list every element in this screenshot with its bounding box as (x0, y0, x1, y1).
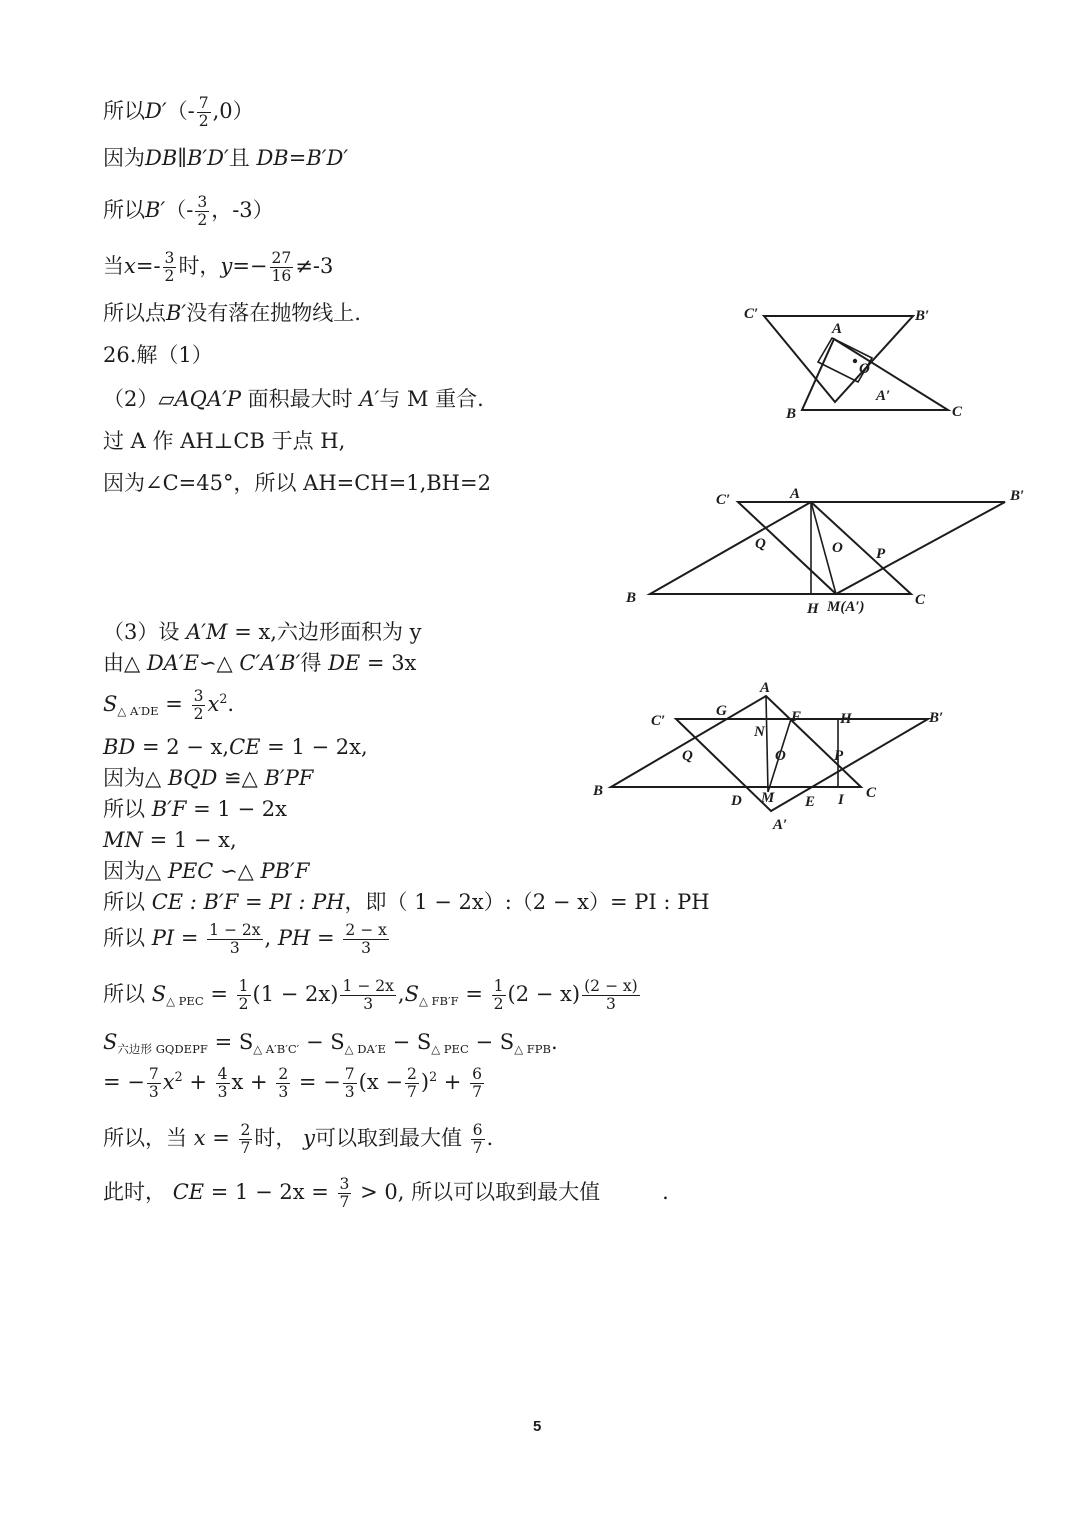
figure-1 (740, 300, 970, 425)
line-expansion: = − $\frac{7}{3}$ $x^2$ + $\frac{4}{3}$ x + $\frac{2}{3}$ = − $\frac{7}{3}$ (x − $\frac{2}{7}$ )$^2$ + $\frac{6}{7}$ (103, 1065, 482, 1101)
label-q: Q (755, 536, 766, 552)
label-b: B (786, 406, 797, 422)
label-h: H (807, 601, 819, 617)
fraction: $\frac{6}{7}$ (472, 1065, 482, 1101)
label-c: C (866, 785, 877, 801)
line-similar-triangles: 由△ DA′E∽△ C′A′B′得 DE = 3x (103, 651, 417, 675)
triangle-abc (802, 339, 948, 410)
label-a: A (832, 321, 843, 337)
line-pi-ph: 所以 PI = $\frac{1 - 2x}{3}$ , PH = $\frac{2 - x}{3}$ (103, 921, 387, 957)
label-i: I (838, 792, 844, 808)
line-when-x: 当x=- $\frac{3}{2}$ 时，y=− $\frac{27}{16}$ ≠-3 (103, 249, 334, 285)
fraction: $\frac{3}{2}$ (197, 193, 208, 229)
label-m-a-prime: M(A′) (827, 599, 865, 615)
fraction: $\frac{3}{2}$ (164, 249, 175, 285)
fraction: $\frac{7}{3}$ (344, 1065, 355, 1101)
line-angle-c: 因为∠C=45°，所以 AH=CH=1,BH=2 (103, 471, 491, 495)
line-mn: MN = 1 − x, (103, 828, 237, 852)
line-part3: （3）设 A′M = x,六边形面积为 y (103, 620, 422, 644)
line-similar-pec: 因为△ PEC ∽△ PB′F (103, 859, 310, 883)
fraction: $\frac{1}{2}$ (238, 977, 249, 1013)
fraction: $\frac{2}{3}$ (278, 1065, 289, 1101)
line-hexagon-area: $S_{六边形 GQDEPF} = S_{\triangle A'B'C'} - S_{\triangle DA'E} - S_{\triangle PEC} - S_{\triangle FPB}$. (103, 1030, 558, 1057)
triangle-abc (611, 696, 861, 787)
fraction: $\frac{7}{2}$ (198, 94, 209, 130)
label-b: B (593, 783, 604, 799)
label-c: C (952, 404, 963, 420)
fraction: $\frac{1}{2}$ (493, 977, 504, 1013)
label-b-prime: B′ (1010, 488, 1025, 504)
label-n: N (754, 724, 765, 740)
line-bd-ce: BD = 2 − x,CE = 1 − 2x, (103, 735, 368, 759)
line-part2: （2）▱AQA′P 面积最大时 A′与 M 重合. (103, 387, 484, 411)
fraction: $\frac{7}{3}$ (148, 1065, 159, 1101)
fraction: $\frac{2}{7}$ (406, 1065, 417, 1101)
page-number: 5 (533, 1418, 542, 1435)
label-p: P (876, 546, 886, 562)
segment-am (766, 696, 768, 792)
line-max-value: 所以，当 x = $\frac{2}{7}$ 时， y可以取到最大值 $\frac{6}{7}$ . (103, 1121, 494, 1157)
fraction: $\frac{4}{3}$ (217, 1065, 228, 1101)
label-f: F (791, 709, 802, 725)
label-a-prime: A′ (773, 817, 788, 833)
label-a-prime: A′ (876, 388, 891, 404)
figure-2 (620, 478, 1040, 618)
label-g: G (716, 703, 727, 719)
label-e: E (805, 794, 816, 810)
fraction: $\frac{3}{2}$ (193, 687, 204, 723)
triangle-c-prime-a-prime-b-prime (738, 502, 1005, 594)
fraction: $\frac{1 - 2x}{3}$ (209, 921, 261, 957)
label-b-prime: B′ (929, 710, 944, 726)
fraction: $\frac{(2 - x)}{3}$ (584, 977, 638, 1013)
line-area-pec-fbf: 所以 $S_{\triangle PEC}$ = $\frac{1}{2}$ (1 − 2x) $\frac{1 - 2x}{3}$ $,S_{\triangle FB'F}$ = $\frac{1}{2}$ (2 − x) $\frac{(2 - x)}{3}$ (103, 977, 638, 1013)
line-d-prime-coord: 所以D′（- $\frac{7}{2}$ ,0） (103, 94, 254, 130)
fraction: $\frac{3}{7}$ (339, 1175, 350, 1211)
fraction: $\frac{1 - 2x}{3}$ (342, 977, 394, 1013)
triangle-c-prime-a-prime-b-prime (676, 719, 928, 811)
label-h: H (840, 711, 852, 727)
fraction: $\frac{2}{7}$ (240, 1121, 251, 1157)
fraction: $\frac{6}{7}$ (472, 1121, 483, 1157)
label-c-prime: C′ (744, 306, 759, 322)
line-area-adE: $S_{\triangle A'DE}$ = $\frac{3}{2}$ $x^2$. (103, 687, 235, 723)
triangle-abc (650, 502, 911, 594)
label-o: O (832, 540, 843, 556)
figure-3 (585, 676, 955, 836)
line-conclusion: 此时， CE = 1 − 2x = $\frac{3}{7}$ > 0, 所以可以取到最大值 . (103, 1175, 669, 1211)
label-a: A (790, 486, 801, 502)
label-d: D (731, 793, 742, 809)
line-not-on-parabola: 所以点B′没有落在抛物线上. (103, 301, 361, 325)
line-q26-heading: 26.解（1） (103, 343, 213, 367)
label-c: C (915, 592, 926, 608)
label-o: O (775, 748, 786, 764)
line-bf: 所以 B′F = 1 − 2x (103, 797, 287, 821)
line-ah-perp: 过 A 作 AH⊥CB 于点 H, (103, 429, 346, 453)
label-o: O (859, 361, 870, 377)
label-c-prime: C′ (716, 492, 731, 508)
line-ratio: 所以 CE : B′F = PI : PH，即（ 1 − 2x）:（2 − x）= PI : PH (103, 890, 710, 914)
fraction: $\frac{27}{16}$ (271, 249, 292, 285)
point-o-dot (853, 359, 857, 363)
line-b-prime-coord: 所以B′（- $\frac{3}{2}$ ，-3） (103, 193, 274, 229)
label-m: M (761, 790, 775, 806)
label-p: P (834, 748, 844, 764)
label-a: A (760, 680, 771, 696)
fraction: $\frac{2 - x}{3}$ (345, 921, 387, 957)
label-c-prime: C′ (651, 713, 666, 729)
line-congruent: 因为△ BQD ≌△ B′PF (103, 766, 314, 790)
label-q: Q (682, 748, 693, 764)
line-db-parallel: 因为DB∥B′D′且 DB=B′D′ (103, 146, 349, 170)
label-b-prime: B′ (915, 308, 930, 324)
label-b: B (626, 590, 637, 606)
